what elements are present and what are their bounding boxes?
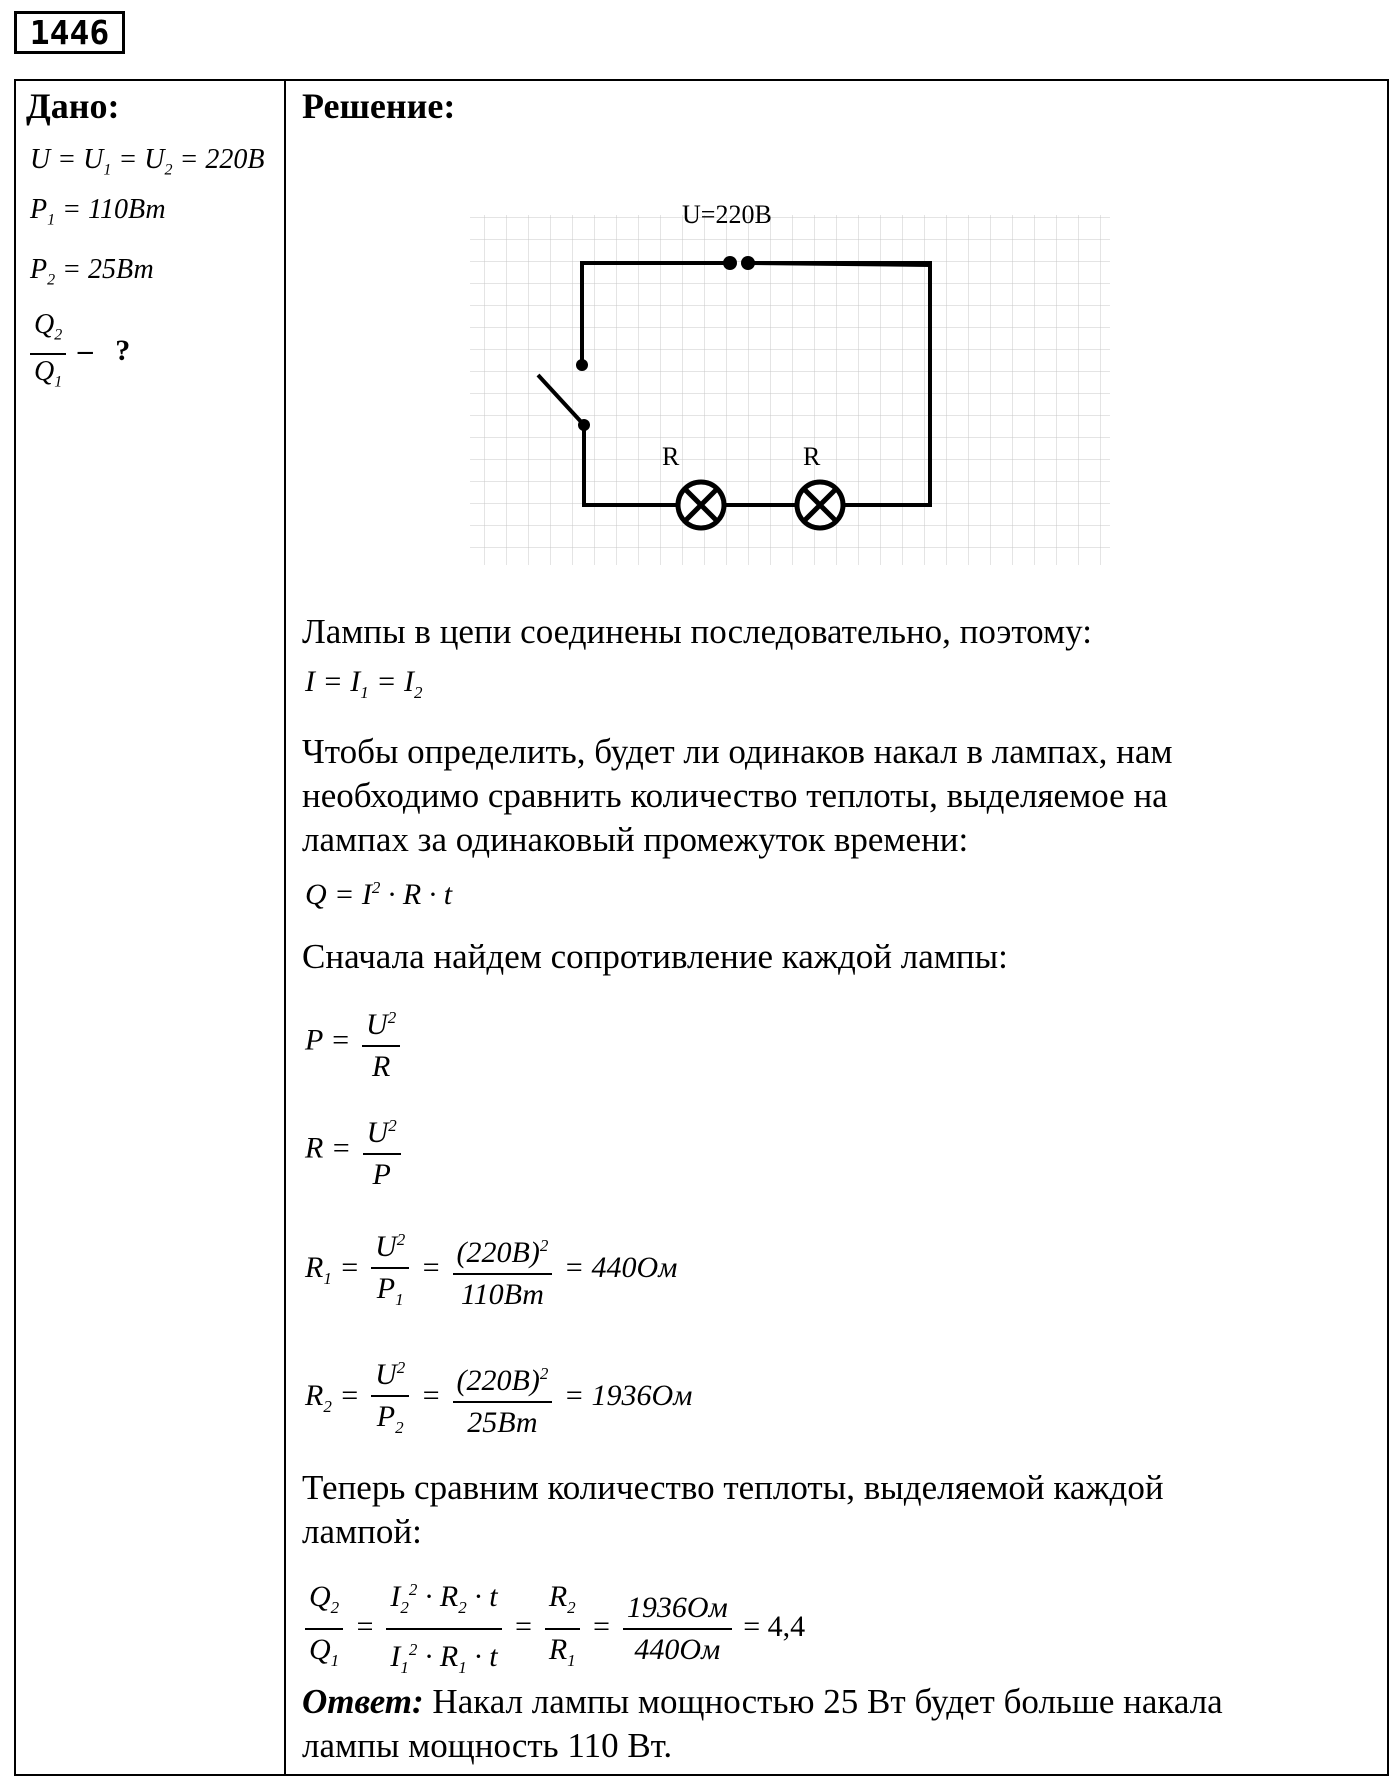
power-formula: P = $\frac{U^2}{R}$ [305, 1000, 404, 1085]
given-unknown: $\frac{Q_2}{Q_1}$ – ? [30, 310, 130, 397]
explanation-line-1: Чтобы определить, будет ли одинаков накал в лампах, нам [302, 732, 1173, 771]
lamp-1-label: R [662, 442, 680, 471]
source-terminal-right [741, 256, 755, 270]
given-heading: Дано: [26, 86, 120, 126]
given-power-1: $P_1 = 110Вт$ [30, 194, 166, 229]
answer-label: Ответ: [302, 1682, 424, 1721]
solution-heading: Решение: [302, 86, 456, 126]
answer-line-1: Ответ: Накал лампы мощностью 25 Вт будет больше накала [302, 1682, 1223, 1721]
heat-ratio-calculation: $\frac{Q_2}{Q_1}$ = $\frac{I_2^2 \cdot R_2 \cdot t}{I_1^2 \cdot R_1 \cdot t}$ = $\frac{R_2}{R_1}$ = $\frac{1936Ом}{440Ом}$ = 4,4 [305, 1572, 805, 1686]
source-terminal-left [723, 256, 737, 270]
r1-calculation: $R_1$ = $\frac{U^2}{P_1}$ = $\frac{(220В)^2}{110Вт}$ = 440Ом [305, 1222, 677, 1318]
lamp-2-icon [797, 482, 843, 528]
circuit-diagram [440, 195, 1140, 575]
resistance-formula: R = $\frac{U^2}{P}$ [305, 1108, 405, 1193]
given-voltage: $U = U_1 = U_2 = 220В$ [30, 144, 265, 179]
series-connection-text: Лампы в цепи соединены последовательно, поэтому: [302, 612, 1092, 651]
column-divider [284, 79, 286, 1776]
grid-paper [470, 215, 1110, 565]
problem-number: 1446 [14, 11, 125, 54]
switch-contact-bottom [578, 419, 590, 431]
lamp-1-icon [678, 482, 724, 528]
resistance-intro-text: Сначала найдем сопротивление каждой лампы: [302, 937, 1008, 976]
explanation-line-3: лампах за одинаковый промежуток времени: [302, 820, 969, 859]
r2-calculation: $R_2$ = $\frac{U^2}{P_2}$ = $\frac{(220В)^2}{25Вт}$ = 1936Ом [305, 1350, 692, 1446]
compare-heat-line-1: Теперь сравним количество теплоты, выделяемой каждой [302, 1468, 1164, 1507]
explanation-line-2: необходимо сравнить количество теплоты, выделяемое на [302, 776, 1168, 815]
current-equality-formula: $I = I_1 = I_2$ [305, 665, 423, 702]
compare-heat-line-2: лампой: [302, 1512, 422, 1551]
answer-line-2: лампы мощность 110 Вт. [302, 1726, 673, 1765]
lamp-2-label: R [803, 442, 821, 471]
heat-formula: $Q = I^2 \cdot R \cdot t$ [305, 878, 453, 911]
given-power-2: $P_2 = 25Вт$ [30, 254, 154, 289]
voltage-label: U=220В [682, 200, 772, 229]
switch-contact-top [576, 359, 588, 371]
